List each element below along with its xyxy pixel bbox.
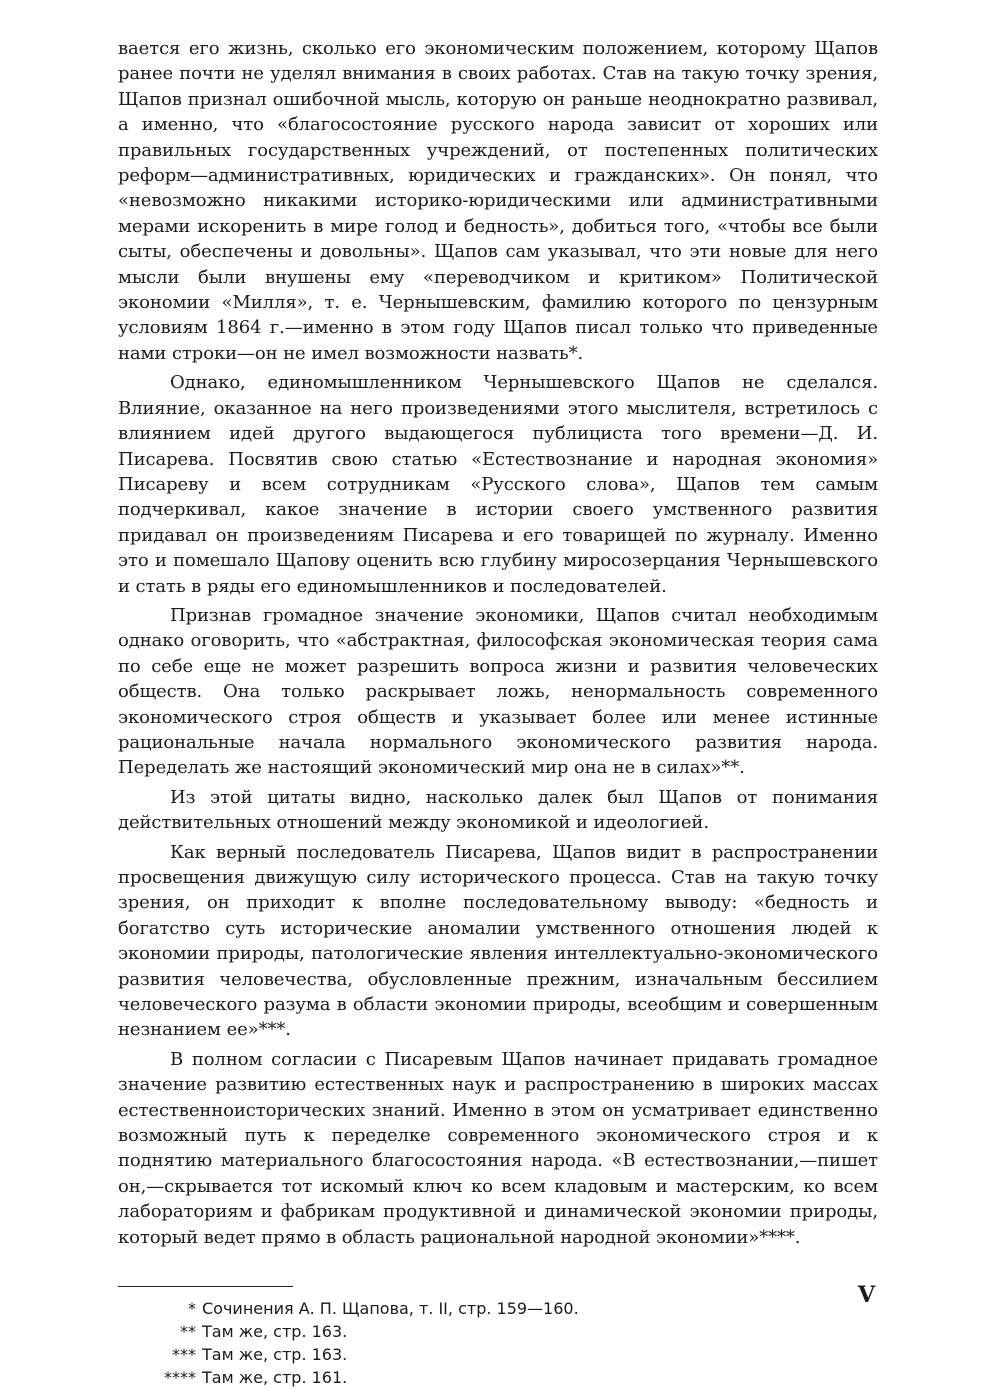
page-number: V <box>858 1282 876 1308</box>
footnote <box>158 1343 878 1366</box>
paragraph: вается его жизнь, сколько его экономическим положением, которому Щапов ранее почти не уделял внимания в своих работах. Став на такую точку зрения, Щапов признал ошибочной мысль, которую он раньше неоднократно развивал, а именно, что «благосостояние русского народа зависит от хороших или правильных государственных учреждений, от постепенных политических реформ—административных, юридических и гражданских». Он понял, что «невозможно никакими историко-юридическими или административными мерами искоренить в мире голод и бедность», добиться того, «чтобы все были сыты, обеспечены и довольны». Щапов сам указывал, что эти новые для него мысли были внушены ему «переводчиком и критиком» Политической экономии «Милля», т. е. Чернышевским, фамилию которого по цензурным условиям 1864 г.—именно в этом году Щапов писал только что приведенные нами строки—он не имел возможности назвать*. <box>118 38 878 364</box>
paragraph: Из этой цитаты видно, насколько далек был Щапов от понимания действительных отношений между экономикой и идеологией. <box>118 786 878 834</box>
footnote-mark: **** <box>164 1368 196 1388</box>
footnotes <box>158 1297 878 1389</box>
page-body <box>118 36 878 1389</box>
paragraph: В полном согласии с Писаревым Щапов начинает придавать громадное значение развитию естественных наук и распространению в широких массах естественноисторических знаний. Именно в этом он усматривает единственно возможный путь к переделке современного экономического строя и к поднятию материального благосостояния народа. «В естествознании,—пишет он,—скрывается тот искомый ключ ко всем кладовым и мастерским, ко всем лабораториям и фабрикам продуктивной и динамической экономии природы, который ведет прямо в область рациональной народной экономии»****. <box>118 1048 878 1248</box>
paragraph: Однако, единомышленником Чернышевского Щапов не сделался. Влияние, оказанное на него произведениями этого мыслителя, встретилось с влиянием идей другого выдающегося публициста того времени—Д. И. Писарева. Посвятив свою статью «Естествознание и народная экономия» Писареву и всем сотрудникам «Русского слова», Щапов тем самым подчеркивал, какое значение в истории своего умственного развития придавал он произведениям Писарева и его товарищей по журналу. Именно это и помешало Щапову оценить всю глубину миросозерцания Чернышевского и стать в ряды его единомышленников и последователей. <box>118 372 878 597</box>
footnote <box>158 1366 878 1389</box>
footnote-text: Там же, стр. 163. <box>202 1322 348 1342</box>
paragraph: Как верный последователь Писарева, Щапов видит в распространении просвещения движущую силу исторического процесса. Став на такую точку зрения, он приходит к вполне последовательному выводу: «бедность и богатство суть исторические аномалии умственного отношения людей к экономии природы, патологические явления интеллектуально-экономического развития человечества, обусловленные прежним, изначальным бессилием человеческого разума в области экономии природы, всеобщим и совершенным незнанием ее»***. <box>118 841 878 1041</box>
footnote <box>158 1297 878 1320</box>
footnote-text: Сочинения А. П. Щапова, т. II, стр. 159—160. <box>202 1299 579 1319</box>
footnote-text: Там же, стр. 163. <box>202 1345 348 1365</box>
footnote-text: Там же, стр. 161. <box>202 1368 348 1388</box>
footnote-divider <box>118 1286 293 1287</box>
paragraph: Признав громадное значение экономики, Щапов считал необходимым однако оговорить, что «абстрактная, философская экономическая теория сама по себе еще не может разрешить вопроса жизни и развития человеческих обществ. Она только раскрывает ложь, ненормальность современного экономического строя обществ и указывает более или менее истинные рациональные начала нормального экономического развития народа. Переделать же настоящий экономический мир она не в силах»**. <box>118 604 878 779</box>
footnote-mark: *** <box>172 1345 196 1365</box>
footnote <box>158 1320 878 1343</box>
footnote-mark: ** <box>180 1322 196 1342</box>
footnote-mark: * <box>188 1299 196 1319</box>
